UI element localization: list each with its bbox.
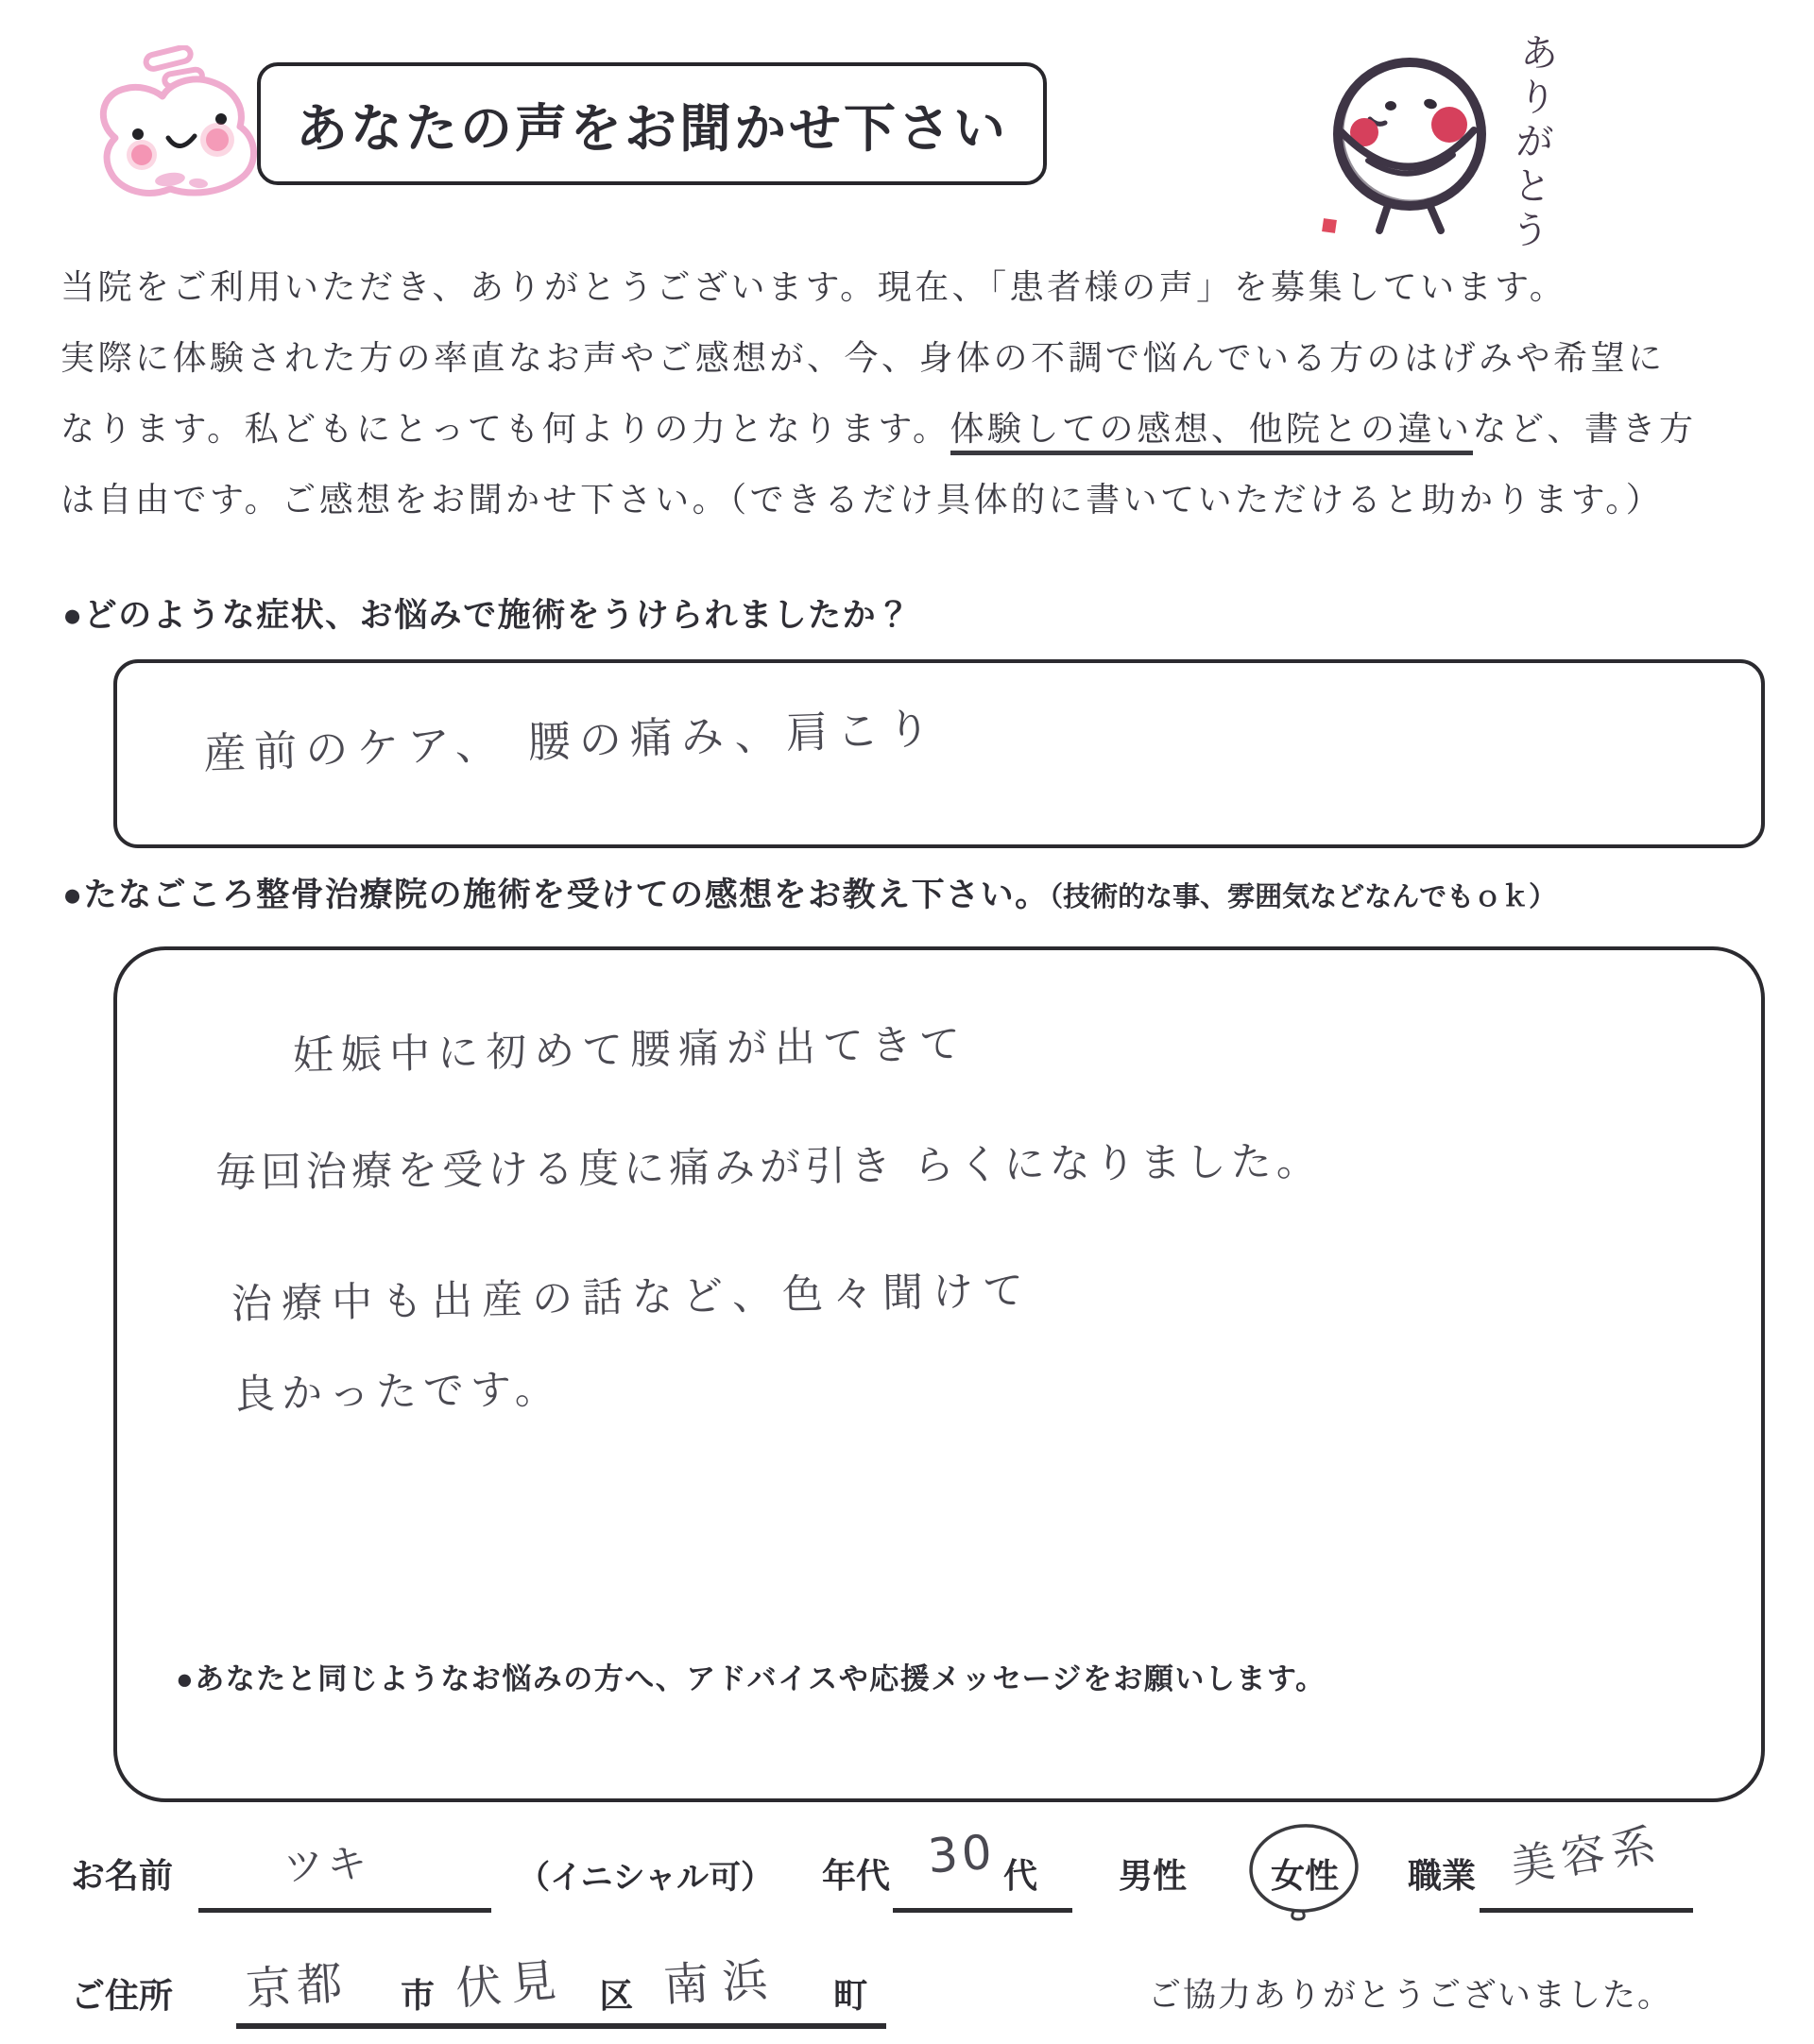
age-handwriting: 30 xyxy=(926,1824,998,1884)
question-2-label xyxy=(62,869,1556,916)
address-label: ご住所 xyxy=(71,1976,174,2015)
arigatou-vertical-text: ありがとう xyxy=(1502,30,1561,256)
intro-line-2: 実際に体験された方の率直なお声やご感想が、今、身体の不調で悩んでいる方のはげみや希望に xyxy=(60,338,1666,377)
question-2-note: （技術的な事、雰囲気などなんでもｏｋ） xyxy=(1049,882,1557,912)
smiley-face-icon xyxy=(1315,38,1514,246)
address-ku: 区 xyxy=(599,1976,634,2015)
intro-line-1: 当院をご利用いただき、ありがとうございます。現在、「患者様の声」を募集しています。 xyxy=(60,267,1567,306)
address-shi: 市 xyxy=(401,1976,436,2015)
job-handwriting: 美容系 xyxy=(1507,1817,1667,1893)
address-ward-handwriting: 伏見 xyxy=(454,1953,568,2016)
job-label: 職業 xyxy=(1408,1856,1477,1895)
intro-line-3-underlined: 体験しての感想、他院との違い xyxy=(950,409,1473,455)
page-title: あなたの声をお聞かせ下さい xyxy=(295,98,1008,158)
job-underline xyxy=(1480,1908,1693,1913)
intro-line-3 xyxy=(60,402,1761,473)
answer-2-line-4: 良かったです。 xyxy=(233,1365,563,1420)
answer-2-line-3: 治療中も出産の話など、色々聞けて xyxy=(231,1267,1034,1329)
name-underline xyxy=(198,1908,491,1913)
address-underline xyxy=(236,2023,886,2029)
initial-note: （イニシャル可） xyxy=(518,1860,773,1896)
answer-2-line-1: 妊娠中に初めて腰痛が出てきて xyxy=(292,1020,968,1081)
question-1-label: ●どのような症状、お悩みで施術をうけられましたか？ xyxy=(62,597,912,634)
question-3-label: ●あなたと同じようなお悩みの方へ、アドバイスや応援メッセージをお願いします。 xyxy=(176,1662,1326,1695)
title-box xyxy=(257,62,1047,185)
answer-2-line-2: 毎回治療を受ける度に痛みが引き らくになりました。 xyxy=(214,1137,1322,1198)
question-2-main: ●たなごころ整骨治療院の施術を受けての感想をお教え下さい。 xyxy=(62,877,1050,913)
palm-mascot-icon xyxy=(77,45,276,230)
age-label: 年代 xyxy=(822,1856,891,1895)
address-town-handwriting: 南浜 xyxy=(661,1952,782,2013)
female-option: 女性 xyxy=(1271,1856,1340,1895)
name-label: お名前 xyxy=(71,1856,174,1895)
male-option: 男性 xyxy=(1119,1856,1188,1895)
answer-1-handwriting: 産前のケア、 腰の痛み、肩こり xyxy=(202,703,940,779)
intro-line-3-post: など、書き方 xyxy=(1472,409,1697,448)
address-city-handwriting: 京都 xyxy=(244,1956,351,2017)
intro-line-4: は自由です。ご感想をお聞かせ下さい。（できるだけ具体的に書いていただけると助かります。） xyxy=(60,480,1664,519)
closing-thanks: ご協力ありがとうございました。 xyxy=(1148,1977,1673,2014)
address-cho: 町 xyxy=(833,1976,868,2015)
intro-line-3-pre: なります。私どもにとっても何よりの力となります。 xyxy=(60,409,950,448)
age-underline xyxy=(893,1908,1072,1913)
age-unit: 代 xyxy=(1003,1856,1038,1895)
name-handwriting: ツキ xyxy=(282,1839,372,1891)
